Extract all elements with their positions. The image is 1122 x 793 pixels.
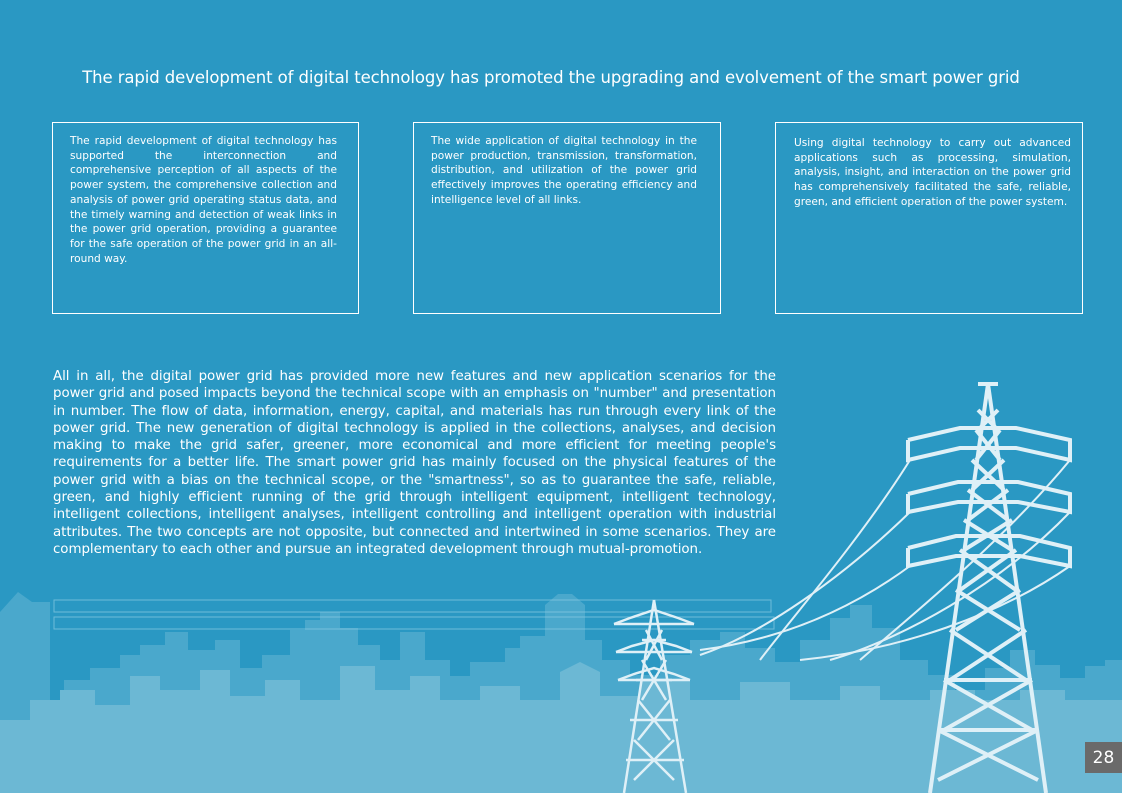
info-card-efficiency (413, 122, 721, 314)
info-card-advanced-applications (775, 122, 1083, 314)
summary-paragraph: All in all, the digital power grid has provided more new features and new application scenarios for the power grid and posed impacts beyond the technical scope with an emphasis on "number" and presentation in number. The flow of data, information, energy, capital, and materials has run through every link of the power grid. The new generation of digital technology is applied in the collections, analyses, and decision making to make the grid safer, greener, more economical and more efficient for meeting people's requirements for a better life. The smart power grid has mainly focused on the physical features of the power grid with a bias on the technical scope, or the "smartness", so as to guarantee the safe, reliable, green, and highly efficient running of the grid through intelligent equipment, intelligent technology, intelligent collections, intelligent analyses, intelligent controlling and intelligent operation with industrial attributes. The two concepts are not opposite, but connected and intertwined in some scenarios. They are complementary to each other and pursue an integrated development through mutual-promotion. (53, 369, 776, 557)
info-card-text: The rapid development of digital technology has supported the interconnection and comprehensive perception of all aspects of the power system, the comprehensive collection and analysis of power grid operating status data, and the timely warning and detection of weak links in the power grid operation, providing a guarantee for the safe operation of the power grid in an all-round way. (70, 135, 337, 265)
page-title: The rapid development of digital technology has promoted the upgrading and evolvement of the smart power grid (82, 68, 1020, 87)
info-card-grid-safety (52, 122, 359, 314)
info-card-text: The wide application of digital technology in the power production, transmission, transformation, distribution, and utilization of the power grid effectively improves the operating efficiency and intelligence level of all links. (431, 135, 697, 206)
info-card-text: Using digital technology to carry out advanced applications such as processing, simulation, analysis, insight, and interaction on the power grid has comprehensively facilitated the safe, reliable, green, and efficient operation of the power system. (794, 137, 1071, 208)
page-number: 28 (1085, 742, 1122, 773)
